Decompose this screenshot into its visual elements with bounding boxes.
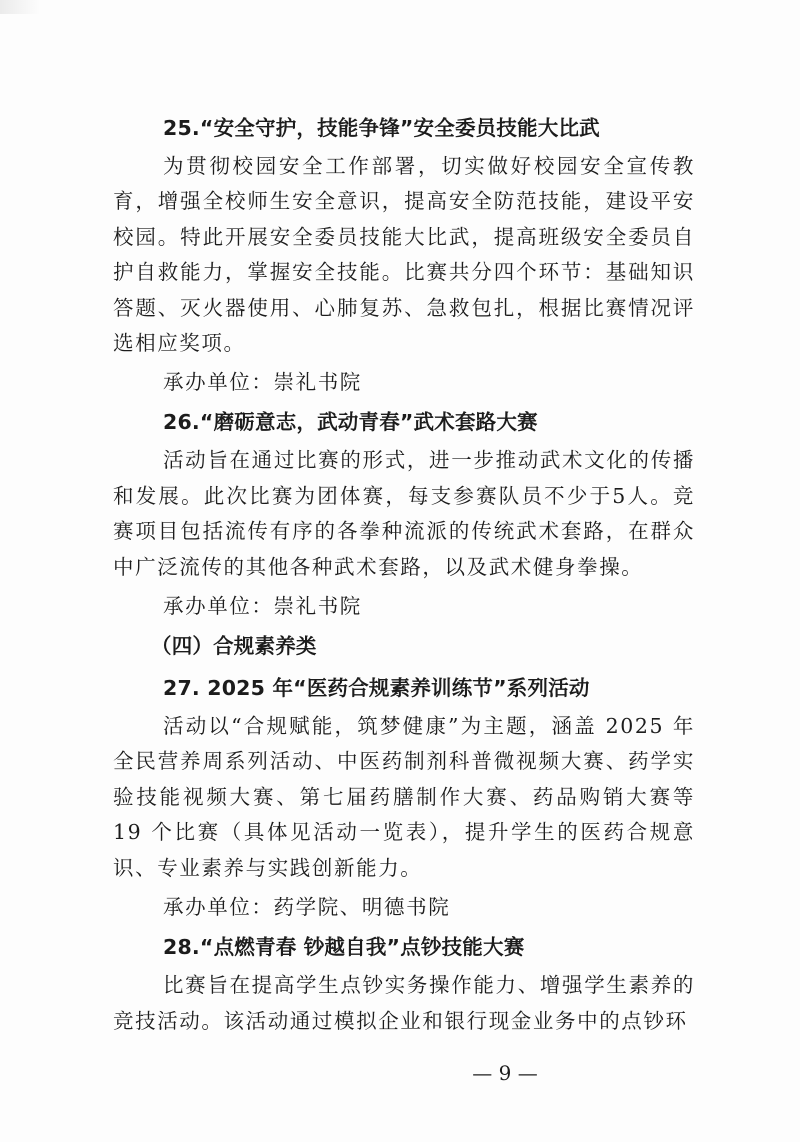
section-27-organizer: 承办单位：药学院、明德书院 [163, 895, 451, 920]
section-25-organizer: 承办单位：崇礼书院 [163, 370, 362, 395]
document-body [113, 107, 695, 1042]
section-26-paragraph: 活动旨在通过比赛的形式，进一步推动武术文化的传播和发展。此次比赛为团体赛，每支参赛队员不少于5人。竞赛项目包括流传有序的各拳种流派的传统武术套路，在群众中广泛流传的其他各种武术套路，以及武术健身拳操。 [113, 448, 695, 579]
section-27-paragraph: 活动以“合规赋能，筑梦健康”为主题，涵盖 2025 年全民营养周系列活动、中医药制剂科普微视频大赛、药学实验技能视频大赛、第七届药膳制作大赛、药品购销大赛等 19 个比赛（具体见活动一览表），提升学生的医药合规意识、专业素养与实践创新能力。 [113, 714, 695, 880]
section-28-heading: 28.“点燃青春 钞越自我”点钞技能大赛 [163, 935, 525, 960]
section-27-heading: 27. 2025 年“医药合规素养训练节”系列活动 [163, 676, 590, 701]
scan-edge-mark [0, 0, 40, 14]
page-number: — 9 — [472, 1061, 538, 1085]
section-25-heading: 25.“安全守护，技能争锋”安全委员技能大比武 [163, 116, 600, 140]
section-28-paragraph: 比赛旨在提高学生点钞实务操作能力、增强学生素养的竞技活动。该活动通过模拟企业和银行现金业务中的点钞环 [113, 973, 695, 1033]
category-heading: （四）合规素养类 [151, 634, 317, 659]
section-26-organizer: 承办单位：崇礼书院 [163, 594, 362, 619]
section-26-heading: 26.“磨砺意志，武动青春”武术套路大赛 [163, 410, 538, 435]
section-25-paragraph: 为贯彻校园安全工作部署，切实做好校园安全宣传教育，增强全校师生安全意识，提高安全防范技能，建设平安校园。特此开展安全委员技能大比武，提高班级安全委员自护自救能力，掌握安全技能。比赛共分四个环节：基础知识答题、灭火器使用、心肺复苏、急救包扎，根据比赛情况评选相应奖项。 [113, 154, 695, 356]
